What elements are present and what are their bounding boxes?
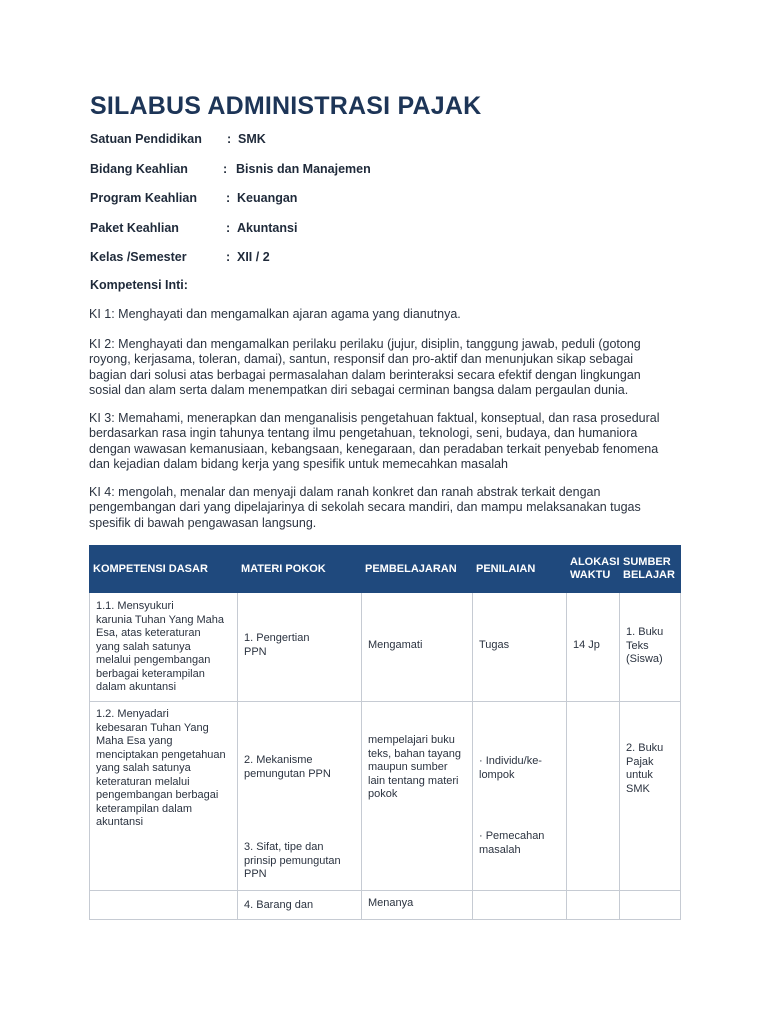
cell-line: 3. Sifat, tipe dan (244, 841, 324, 853)
cell-line: Esa, atas keteraturan (96, 627, 201, 639)
cell-sumber-belajar (620, 702, 681, 891)
meta-label: Kelas /Semester (90, 250, 187, 264)
ki-2-paragraph (89, 337, 689, 398)
paragraph-line: KI 4: mengolah, menalar dan menyaji dalam ranah konkret dan ranah abstrak terkait dengan (89, 485, 601, 499)
header-line: ALOKASI (570, 556, 620, 568)
silabus-table (89, 545, 681, 920)
cell-line: melalui pengembangan (96, 654, 211, 666)
cell-line: untuk (626, 769, 653, 781)
cell-penilaian (473, 891, 567, 920)
cell-penilaian (473, 593, 567, 702)
header-penilaian: PENILAIAN (473, 546, 567, 593)
cell-kompetensi-dasar (90, 702, 238, 891)
meta-value: Bisnis dan Manajemen (236, 161, 371, 176)
meta-value: SMK (238, 132, 266, 146)
cell-alokasi-waktu (567, 593, 620, 702)
paragraph-line: spesifik di bawah pengawasan langsung. (89, 515, 317, 530)
cell-line: · Pemecahan (479, 830, 545, 842)
cell-pembelajaran (362, 702, 473, 891)
cell-line: karunia Tuhan Yang Maha (96, 613, 225, 626)
cell-line: PPN (244, 645, 267, 658)
cell-line: Maha Esa yang (96, 735, 173, 747)
cell-line: (Siswa) (626, 653, 663, 665)
cell-line: lain tentang materi (368, 774, 459, 787)
paragraph-line: KI 3: Memahami, menerapkan dan menganalisis pengetahuan faktual, konseptual, dan rasa prosedural (89, 411, 660, 425)
cell-line: 1.1. Mensyukuri (96, 600, 174, 612)
meta-colon: : (226, 220, 231, 235)
table-row (90, 891, 681, 920)
cell-line: 4. Barang dan (244, 899, 314, 911)
ki-3-paragraph (89, 411, 689, 472)
paragraph-line: dengan wawasan kemanusiaan, kebangsaan, kenegaraan, dan peradaban terkait penyebab fenomena (89, 441, 659, 456)
header-alokasi-waktu (567, 546, 620, 593)
meta-label: Bidang Keahlian (90, 161, 188, 176)
cell-line: teks, bahan tayang (368, 747, 461, 760)
cell-pembelajaran (362, 593, 473, 702)
cell-line: · Individu/ke- (479, 755, 542, 767)
paragraph-line: berdasarkan rasa ingin tahunya tentang ilmu pengetahuan, teknologi, seni, budaya, dan humaniora (89, 426, 638, 441)
cell-line: lompok (479, 768, 515, 781)
cell-line: Teks (626, 639, 649, 652)
cell-sumber-belajar (620, 593, 681, 702)
cell-line: keteraturan melalui (96, 775, 190, 788)
cell-line: Pajak (626, 755, 654, 768)
cell-line: pemungutan PPN (244, 767, 331, 780)
header-sumber-belajar (620, 546, 681, 593)
cell-line: pokok (368, 788, 398, 800)
cell-line: 2. Buku (626, 742, 664, 754)
table-header-row (90, 546, 681, 593)
cell-spacer (244, 781, 355, 841)
cell-line: Menanya (368, 897, 414, 909)
meta-value: Akuntansi (237, 220, 298, 235)
header-materi-pokok: MATERI POKOK (238, 546, 362, 593)
cell-line: mempelajari buku (368, 734, 455, 746)
table-row (90, 593, 681, 702)
ki-4-paragraph (89, 485, 689, 531)
cell-sumber-belajar (620, 891, 681, 920)
cell-spacer (479, 782, 560, 830)
cell-line: berbagai keterampilan (96, 667, 205, 680)
meta-value: Keuangan (237, 191, 298, 205)
table-row (90, 702, 681, 891)
cell-materi-pokok (238, 702, 362, 891)
cell-line: menciptakan pengetahuan (96, 748, 226, 761)
cell-line: akuntansi (96, 816, 144, 828)
cell-line: PPN (244, 868, 267, 880)
cell-line: maupun sumber (368, 761, 448, 773)
cell-pembelajaran (362, 891, 473, 920)
ki-1-paragraph (89, 307, 689, 322)
meta-label: Program Keahlian (90, 191, 197, 205)
cell-materi-pokok (238, 891, 362, 920)
page-title: SILABUS ADMINISTRASI PAJAK (90, 92, 482, 120)
paragraph-line: dan kejadian dalam bidang kerja yang spesifik untuk memecahkan masalah (89, 456, 509, 471)
cell-line: yang salah satunya (96, 640, 191, 653)
meta-colon: : (226, 250, 231, 264)
kompetensi-inti-heading: Kompetensi Inti: (90, 278, 188, 292)
cell-line: 1.2. Menyadari (96, 708, 169, 720)
header-line: WAKTU (570, 569, 611, 581)
cell-line: kebesaran Tuhan Yang (96, 721, 209, 734)
cell-kompetensi-dasar (90, 593, 238, 702)
meta-colon: : (226, 191, 231, 205)
meta-label: Paket Keahlian (90, 220, 179, 235)
cell-line: prinsip pemungutan (244, 854, 341, 867)
header-line: BELAJAR (623, 569, 675, 581)
cell-alokasi-waktu (567, 891, 620, 920)
header-pembelajaran: PEMBELAJARAN (362, 546, 473, 593)
cell-kompetensi-dasar (90, 891, 238, 920)
cell-line: yang salah satunya (96, 762, 191, 774)
paragraph-line: KI 2: Menghayati dan mengamalkan perilaku perilaku (jujur, disiplin, tanggung jawab, peduli (gotong (89, 337, 641, 351)
meta-label: Satuan Pendidikan (90, 132, 202, 146)
paragraph-line: bagian dari solusi atas berbagai permasalahan dalam berinteraksi secara efektif dengan lingkungan (89, 367, 641, 382)
cell-line: 1. Pengertian (244, 632, 310, 644)
paragraph-line: KI 1: Menghayati dan mengamalkan ajaran agama yang dianutnya. (89, 307, 461, 321)
cell-line: Tugas (479, 639, 510, 651)
cell-alokasi-waktu (567, 702, 620, 891)
header-kompetensi-dasar: KOMPETENSI DASAR (90, 546, 238, 593)
cell-line: dalam akuntansi (96, 681, 177, 693)
cell-line: 14 Jp (573, 639, 600, 651)
paragraph-line: royong, kerjasama, toleran, damai), santun, responsif dan pro-aktif dan menunjukan sikap sebagai (89, 352, 634, 367)
paragraph-line: sosial dan alam serta dalam menempatkan diri sebagai cerminan bangsa dalam pergaulan dunia. (89, 382, 629, 397)
paragraph-line: pengembangan dari yang dipelajarinya di sekolah secara mandiri, dan mampu melaksanakan tugas (89, 500, 641, 515)
meta-colon: : (223, 161, 228, 176)
cell-materi-pokok (238, 593, 362, 702)
header-line: SUMBER (623, 556, 671, 568)
cell-line: keterampilan dalam (96, 802, 192, 815)
meta-value: XII / 2 (237, 250, 270, 264)
cell-line: pengembangan berbagai (96, 789, 219, 801)
cell-line: 1. Buku (626, 626, 664, 638)
cell-line: 2. Mekanisme (244, 754, 313, 766)
cell-line: SMK (626, 782, 650, 795)
meta-colon: : (227, 132, 232, 146)
cell-line: Mengamati (368, 639, 423, 651)
cell-penilaian (473, 702, 567, 891)
cell-line: masalah (479, 843, 521, 856)
